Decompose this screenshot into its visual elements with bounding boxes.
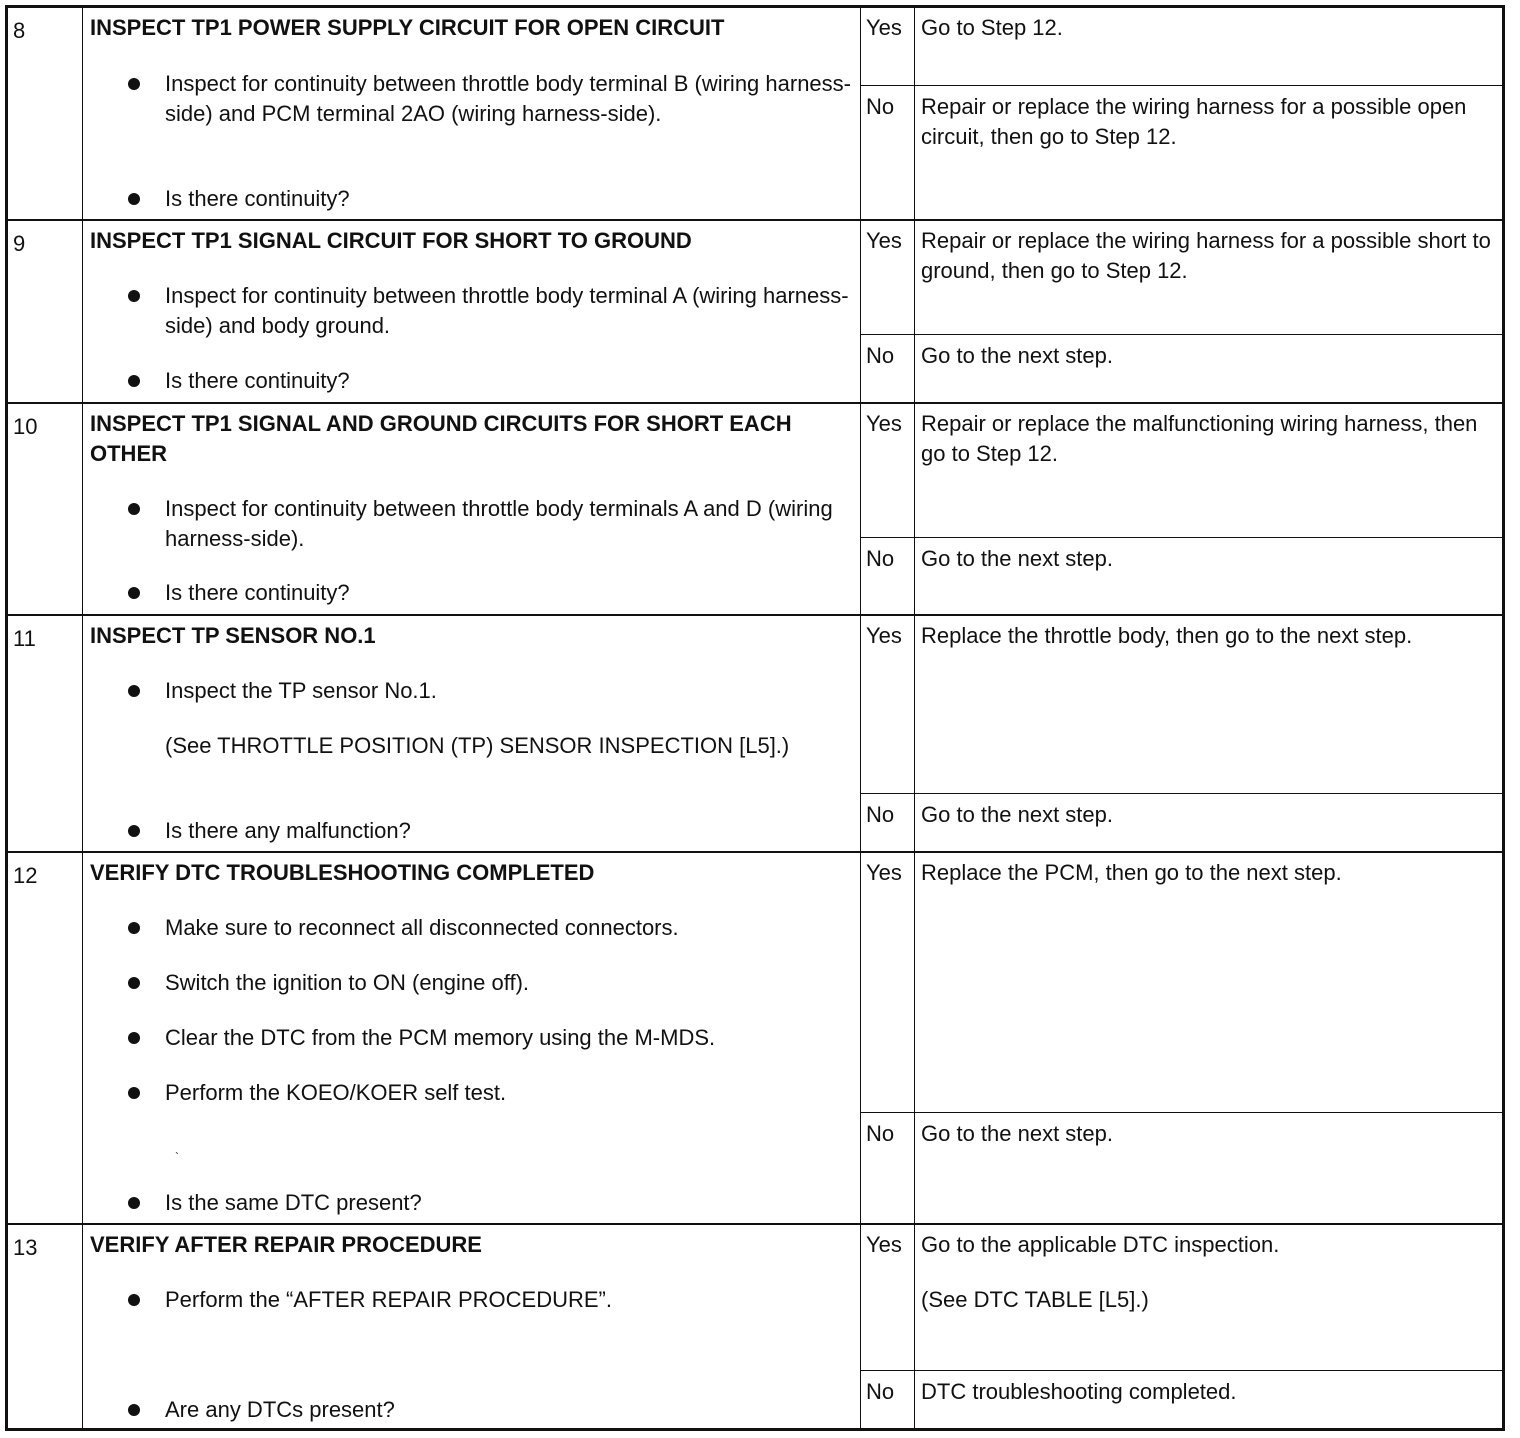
step-number: 12 <box>8 853 83 1223</box>
inspection-cell: INSPECT TP SENSOR NO.1 Inspect the TP sensor No.1. (See THROTTLE POSITION (TP) SENSOR INSPECTION [L5].) Is there any malfunction? <box>83 616 861 851</box>
inspection-cell: VERIFY DTC TROUBLESHOOTING COMPLETED Make sure to reconnect all disconnected connectors. Switch the ignition to ON (engine off). Clear the DTC from the PCM memory using the M-MDS. Perform the KOEO/KOER self test. ` Is the same DTC present? <box>83 853 861 1223</box>
stray-mark: ` <box>175 1150 179 1164</box>
bullet-icon <box>128 977 140 989</box>
result-yes <box>861 8 1502 85</box>
no-action: Repair or replace the wiring harness for a possible open circuit, then go to Step 12. <box>921 94 1467 149</box>
reference-note: (See THROTTLE POSITION (TP) SENSOR INSPECTION [L5].) <box>165 733 790 758</box>
result-yes <box>861 221 1502 334</box>
inspection-cell: INSPECT TP1 SIGNAL AND GROUND CIRCUITS FOR SHORT EACH OTHER Inspect for continuity between throttle body terminals A and D (wiring harness-side). Is there continuity? <box>83 404 861 614</box>
step-title: INSPECT TP SENSOR NO.1 <box>90 623 376 648</box>
no-label: No <box>861 794 915 853</box>
bullet-icon <box>128 375 140 387</box>
bullet-icon <box>128 290 140 302</box>
yes-label: Yes <box>861 221 915 334</box>
bullet-icon <box>128 78 140 90</box>
result-no <box>861 1370 1502 1430</box>
no-action: Go to the next step. <box>921 343 1114 368</box>
result-yes <box>861 404 1502 537</box>
bullet-icon <box>128 1404 140 1416</box>
yes-action: Repair or replace the malfunctioning wiring harness, then go to Step 12. <box>921 411 1478 466</box>
step-row-12 <box>8 851 1502 1223</box>
bullet-icon <box>128 825 140 837</box>
step-title: INSPECT TP1 SIGNAL AND GROUND CIRCUITS FOR SHORT EACH OTHER <box>90 411 792 466</box>
step-row-9 <box>8 219 1502 402</box>
step-title: VERIFY DTC TROUBLESHOOTING COMPLETED <box>90 860 595 885</box>
yes-label: Yes <box>861 1225 915 1370</box>
yes-action: Go to the applicable DTC inspection. <box>921 1232 1280 1257</box>
no-label: No <box>861 335 915 404</box>
step-number: 13 <box>8 1225 83 1428</box>
no-label: No <box>861 538 915 616</box>
result-no <box>861 793 1502 853</box>
inspection-cell: VERIFY AFTER REPAIR PROCEDURE Perform the “AFTER REPAIR PROCEDURE”. Are any DTCs present? <box>83 1225 861 1428</box>
no-action: DTC troubleshooting completed. <box>921 1379 1237 1404</box>
yes-label: Yes <box>861 616 915 793</box>
yes-label: Yes <box>861 404 915 537</box>
result-yes <box>861 853 1502 1112</box>
yes-label: Yes <box>861 8 915 85</box>
result-no <box>861 537 1502 616</box>
step-row-10 <box>8 402 1502 614</box>
no-label: No <box>861 1371 915 1430</box>
no-action: Go to the next step. <box>921 546 1114 571</box>
bullet-icon <box>128 1032 140 1044</box>
bullet-icon <box>128 587 140 599</box>
bullet-icon <box>128 193 140 205</box>
result-yes <box>861 616 1502 793</box>
result-no <box>861 334 1502 404</box>
step-row-8 <box>8 8 1502 219</box>
no-label: No <box>861 86 915 219</box>
bullet-icon <box>128 1197 140 1209</box>
step-title: INSPECT TP1 POWER SUPPLY CIRCUIT FOR OPEN CIRCUIT <box>90 15 725 40</box>
troubleshooting-table <box>5 5 1505 1431</box>
bullet-icon <box>128 1294 140 1306</box>
result-no <box>861 85 1502 219</box>
bullet-icon <box>128 685 140 697</box>
inspection-cell: INSPECT TP1 POWER SUPPLY CIRCUIT FOR OPEN CIRCUIT Inspect for continuity between throttle body terminal B (wiring harness-side) and PCM terminal 2AO (wiring harness-side). Is there continuity? <box>83 8 861 219</box>
step-number: 10 <box>8 404 83 614</box>
step-title: INSPECT TP1 SIGNAL CIRCUIT FOR SHORT TO GROUND <box>90 228 692 253</box>
no-action: Go to the next step. <box>921 802 1114 827</box>
no-action: Go to the next step. <box>921 1121 1114 1146</box>
yes-action: Repair or replace the wiring harness for a possible short to ground, then go to Step 12. <box>921 228 1491 283</box>
yes-action: Replace the throttle body, then go to the next step. <box>921 623 1413 648</box>
yes-action: Replace the PCM, then go to the next step. <box>921 860 1342 885</box>
no-label: No <box>861 1113 915 1225</box>
step-row-11 <box>8 614 1502 851</box>
bullet-icon <box>128 1087 140 1099</box>
step-title: VERIFY AFTER REPAIR PROCEDURE <box>90 1232 482 1257</box>
result-no <box>861 1112 1502 1225</box>
yes-reference-note: (See DTC TABLE [L5].) <box>921 1287 1149 1312</box>
step-number: 11 <box>8 616 83 851</box>
inspection-cell: INSPECT TP1 SIGNAL CIRCUIT FOR SHORT TO GROUND Inspect for continuity between throttle body terminal A (wiring harness-side) and body ground. Is there continuity? <box>83 221 861 402</box>
result-yes <box>861 1225 1502 1370</box>
yes-label: Yes <box>861 853 915 1112</box>
step-number: 8 <box>8 8 83 219</box>
bullet-icon <box>128 503 140 515</box>
step-number: 9 <box>8 221 83 402</box>
step-row-13 <box>8 1223 1502 1428</box>
yes-action: Go to Step 12. <box>921 15 1063 40</box>
bullet-icon <box>128 922 140 934</box>
